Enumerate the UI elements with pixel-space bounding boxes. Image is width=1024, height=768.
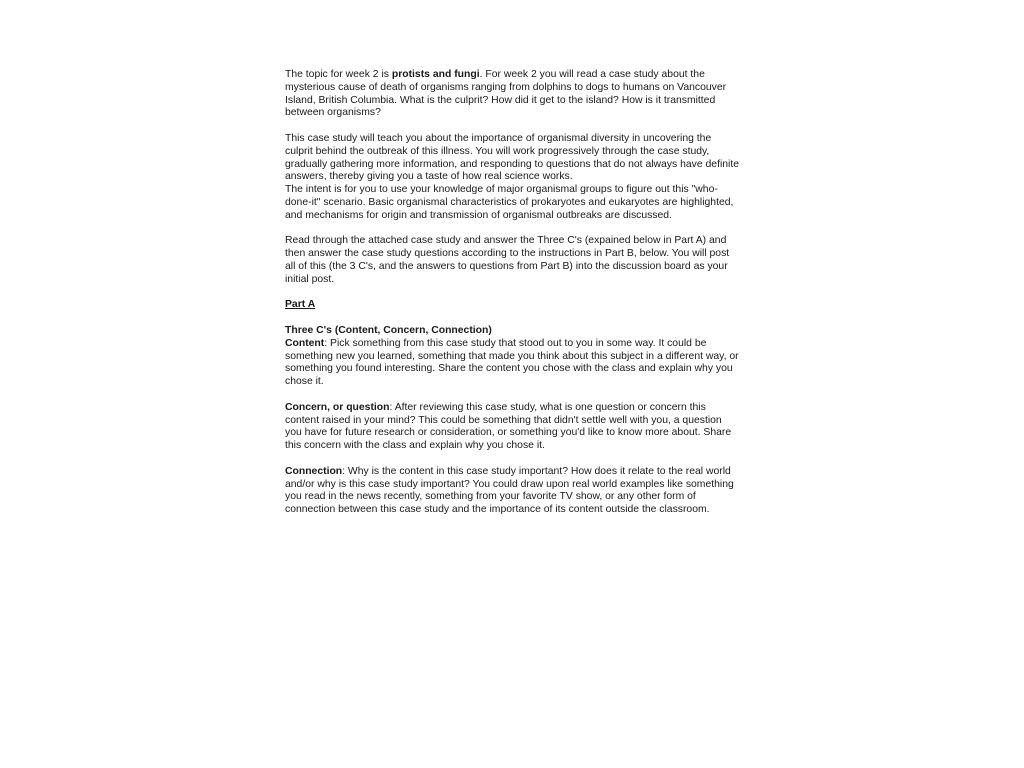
connection-text: : Why is the content in this case study important? How does it relate to the real world and/or why is this case study important? You could draw upon real world examples like something you read in the news recently, something from your favorite TV show, or any other form of connection between this case study and the importance of its content outside the classroom. [285,465,734,516]
three-cs-subheading [285,325,741,338]
content-text: : Pick something from this case study that stood out to you in some way. It could be something new you learned, something that made you think about this subject in a different way, or something you found interesting. Share the content you chose with the class and explain why you chose it. [285,337,739,388]
concern-paragraph [285,402,741,453]
part-a-heading: Part A [285,299,316,311]
intro-paragraph-intent: The intent is for you to use your knowledge of major organismal groups to figure out this "who-done-it" scenario. Basic organismal characteristics of prokaryotes and eukaryotes are highlighted, and mechanisms for origin and transmission of organismal outbreaks are discussed. [285,184,734,221]
intro-topic-rest: . For week 2 you will read a case study about the mysterious cause of death of organisms ranging from dolphins to dogs to humans on Vancouver Island, British Columbia. What is the culprit? How did it get to the island? How is it transmitted between organisms? [285,69,727,119]
intro-paragraph-importance: This case study will teach you about the importance of organismal diversity in uncovering the culprit behind the outbreak of this illness. You will work progressively through the case study, gradually gathering more information, and responding to questions that do not always have definite answers, thereby giving you a taste of how real science works. [285,132,740,183]
intro-paragraph-topic [285,69,741,120]
document-body [285,69,741,530]
concern-text: : After reviewing this case study, what is one question or concern this content raised in your mind? This could be something that didn't settle well with you, a question you have for future research or consideration, or something you'd like to know more about. Share this concern with the class and explain why you chose it. [285,401,732,452]
three-cs-subheading-text: Three C's (Content, Concern, Connection) [285,324,492,336]
connection-paragraph [285,466,741,517]
concern-label: Concern, or question [285,401,390,413]
content-label: Content [285,337,325,349]
connection-label: Connection [285,465,343,477]
intro-paragraph-instructions: Read through the attached case study and answer the Three C's (expained below in Part A) and then answer the case study questions according to the instructions in Part B, below. You will post all of this (the 3 C's, and the answers to questions from Part B) into the discussion board as your initial post. [285,235,730,285]
intro-topic-lead: The topic for week 2 is [285,69,392,80]
content-paragraph [285,338,741,389]
intro-topic-bold: protists and fungi [391,69,480,80]
